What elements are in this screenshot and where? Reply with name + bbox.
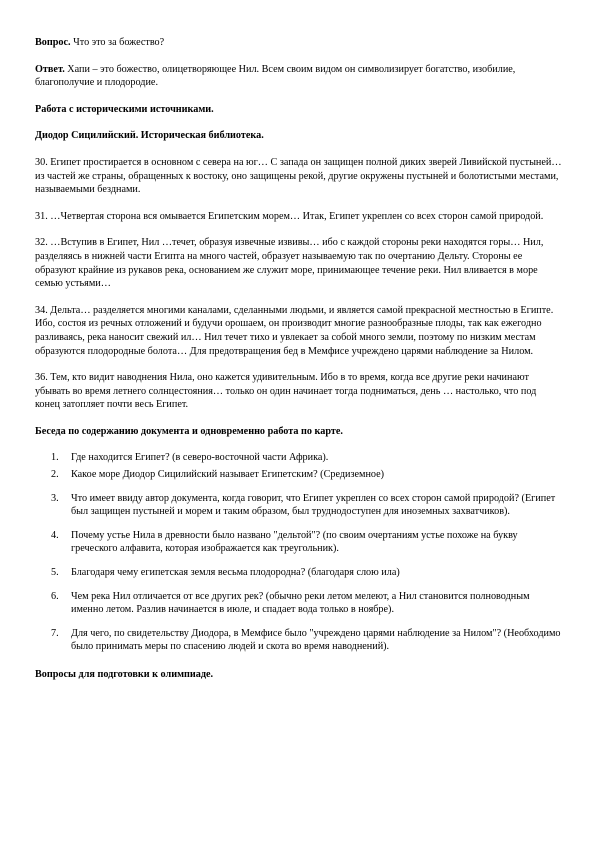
list-item-text: Почему устье Нила в древности было названо "дельтой"? (по своим очертаниям устье похоже на букву греческого алфавита, которая изображается как треугольник). [71, 529, 518, 555]
list-item-text: Для чего, по свидетельству Диодора, в Мемфисе было "учреждено царями наблюдение за Нилом"? (Необходимо было принимать меры по спасению людей и скота во время наводнений). [71, 627, 561, 653]
answer-label: Ответ. [35, 63, 65, 75]
discussion-question-list [35, 451, 563, 654]
list-item-text: Чем река Нил отличается от все других рек? (обычно реки летом мелеют, а Нил становится полноводным именно летом. Разлив начинается в июле, и спадает вода только в ноябре). [71, 590, 530, 616]
list-item-number: 5. [51, 567, 59, 579]
list-item-number: 7. [51, 627, 59, 639]
list-item-text: Какое море Диодор Сицилийский называет Египетским? (Средиземное) [71, 469, 385, 481]
list-item-text: Где находится Египет? (в северо-восточной части Африка). [71, 452, 329, 464]
list-item-number: 2. [51, 469, 59, 481]
list-item [35, 627, 563, 654]
question-block [35, 36, 563, 50]
question-text: Что это за божество? [70, 37, 165, 48]
section-heading-sources: Работа с историческими источниками. [35, 103, 214, 115]
list-item [35, 566, 563, 580]
list-item-number: 3. [51, 492, 59, 504]
document-page [35, 36, 563, 695]
source-paragraph-31: 31. …Четвертая сторона вся омывается Египетским морем… Итак, Египет укреплен со всех сторон самой природой. [35, 210, 544, 222]
section-heading-olympiad: Вопросы для подготовки к олимпиаде. [35, 669, 214, 680]
question-label: Вопрос. [35, 37, 71, 48]
list-item [35, 529, 563, 556]
list-item [35, 492, 563, 519]
answer-text: Хапи – это божество, олицетворяющее Нил. Всем своим видом он символизирует богатство, изобилие, благополучие и плодородие. [35, 63, 516, 89]
list-item-number: 6. [51, 590, 59, 602]
source-title: Диодор Сицилийский. Историческая библиотека. [35, 130, 264, 142]
source-paragraph-30: 30. Египет простирается в основном с севера на юг… С запада он защищен полной диких зверей Ливийской пустыней… из частей же страны, обращенных к востоку, оно защищены рекой, другие окружены пустыней и болотистыми местами, называемыми безднами. [35, 156, 562, 196]
list-item [35, 590, 563, 617]
list-item-number: 1. [51, 452, 59, 464]
source-paragraph-36: 36. Тем, кто видит наводнения Нила, оно кажется удивительным. Ибо в то время, когда все другие реки начинают убывать во время летнего солнцестояния… только он один начинает тогда подниматься, день … настолько, что под конец затопляет почти весь Египет. [35, 372, 537, 411]
source-paragraph-34: 34. Дельта… разделяется многими каналами, сделанными людьми, и является самой прекрасной местностью в Египте. Ибо, состоя из речных отложений и будучи орошаем, он производит многие разнообразные плоды, так как ежегодно разливаясь, река наносит свежий ил… Нил течет тихо и увлекает за собой много земли, поэтому по низким местам образуются плодородные болота… Для предотвращения бед в Мемфисе учреждено царями наблюдение за Нилом. [35, 304, 554, 357]
list-item-number: 4. [51, 529, 59, 541]
source-paragraph-32: 32. …Вступив в Египет, Нил …течет, образуя извечные извивы… ибо с каждой стороны реки находятся горы… Нил, разделяясь в нижней части Египта на много частей, образует называемую так по очертанию Дельту. Стороны ее образуют крайние из рукавов река, основанием же служит море, принимающее течение реки. Нил вливается в море семью устьями… [35, 237, 544, 290]
section-heading-discussion: Беседа по содержанию документа и одновременно работа по карте. [35, 425, 343, 437]
list-item-text: Что имеет ввиду автор документа, когда говорит, что Египет укреплен со всех сторон самой природой? (Египет был защищен пустыней и морем и таким образом, был труднодоступен для иноземных захватчиков). [71, 492, 556, 518]
list-item-text: Благодаря чему египетская земля весьма плодородна? (благодаря слою ила) [71, 567, 400, 579]
list-item [35, 451, 563, 465]
list-item [35, 468, 563, 482]
answer-block [35, 63, 563, 90]
